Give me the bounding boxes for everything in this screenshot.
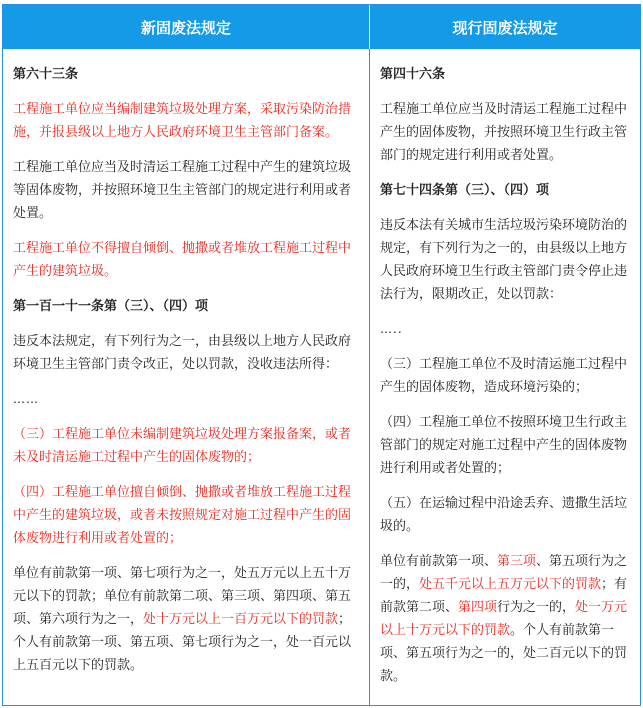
penalty-text-e: ；有前款第二项、 bbox=[380, 577, 628, 615]
penalty-text-c: 、第五项行为之一的， bbox=[380, 554, 628, 592]
article-111-item-3: （三）工程施工单位未编制建筑垃圾处理方案报备案，或者未及时清运施工过程中产生的固体废物的； bbox=[13, 427, 352, 465]
penalty-text-c: ；个人有前款第一项、第五项、第七项行为之一，处一百元以上五百元以下的罚款。 bbox=[13, 612, 352, 673]
article-74-item-4: （四）工程施工单位不按照环境卫生行政主管部门的规定对施工过程中产生的固体废物进行利用或者处置的； bbox=[380, 415, 628, 476]
article-46-title: 第四十六条 bbox=[380, 67, 446, 82]
article-111-item-4: （四）工程施工单位擅自倾倒、抛撒或者堆放工程施工过程中产生的建筑垃圾，或者未按照规定对施工过程中产生的固体废物进行利用或者处置的； bbox=[13, 485, 352, 546]
article-111-penalty bbox=[13, 562, 361, 677]
article-63-para-2: 工程施工单位应当及时清运工程施工过程中产生的建筑垃圾等固体废物，并按照环境卫生主管部门的规定进行利用或者处置。 bbox=[13, 160, 352, 221]
article-74-title: 第七十四条第（三）、（四）项 bbox=[380, 183, 550, 198]
penalty-text-d: 处五千元以上五万元以下的罚款 bbox=[419, 577, 602, 592]
article-74-penalty bbox=[380, 550, 632, 688]
penalty-text-g: 行为之一的， bbox=[497, 600, 576, 615]
article-74-item-3: （三）工程施工单位不及时清运施工过程中产生的固体废物，造成环境污染的； bbox=[380, 357, 628, 395]
penalty-text-a: 单位有前款第一项、第七项行为之一，处五万元以上五十万元以下的罚款；单位有前款第二项、第三项、第四项、第五项、第六项行为之一， bbox=[13, 566, 352, 627]
header-new-law: 新固废法规定 bbox=[3, 5, 370, 49]
ellipsis: …… bbox=[13, 392, 39, 406]
header-current-law: 现行固废法规定 bbox=[370, 5, 640, 49]
article-74-intro: 违反本法有关城市生活垃圾污染环境防治的规定，有下列行为之一的，由县级以上地方人民政府环境卫生行政主管部门责令停止违法行为，限期改正，处以罚款： bbox=[380, 218, 628, 302]
new-law-column bbox=[3, 49, 370, 705]
penalty-text-i: 。个人有前款第一项、第五项行为之一的，处二百元以下的罚款。 bbox=[380, 623, 628, 684]
article-63-title: 第六十三条 bbox=[13, 67, 79, 82]
penalty-text-a: 单位有前款第一项、 bbox=[380, 554, 498, 569]
article-46-para: 工程施工单位应当及时清运工程施工过程中产生的固体废物，并按照环境卫生行政主管部门的规定进行利用或者处置。 bbox=[380, 102, 628, 163]
current-law-column bbox=[370, 49, 640, 705]
comparison-table bbox=[2, 4, 641, 706]
penalty-text-b: 第三项 bbox=[497, 554, 537, 569]
penalty-text-b: 处十万元以上一百万元以下的罚款 bbox=[143, 612, 339, 627]
article-74-item-5: （五）在运输过程中沿途丢弃、遗撒生活垃圾的。 bbox=[380, 496, 628, 534]
article-63-para-1: 工程施工单位应当编制建筑垃圾处理方案，采取污染防治措施，并报县级以上地方人民政府环境卫生主管部门备案。 bbox=[13, 102, 352, 140]
ellipsis: ….. bbox=[380, 322, 403, 336]
penalty-text-h: 处一万元以上十万元以下的罚款 bbox=[380, 600, 628, 638]
article-111-intro: 违反本法规定，有下列行为之一，由县级以上地方人民政府环境卫生主管部门责令改正，处以罚款，没收违法所得： bbox=[13, 334, 352, 372]
article-63-para-3: 工程施工单位不得擅自倾倒、抛撒或者堆放工程施工过程中产生的建筑垃圾。 bbox=[13, 241, 352, 279]
article-111-title: 第一百一十一条第（三）、（四）项 bbox=[13, 299, 209, 314]
penalty-text-f: 第四项 bbox=[458, 600, 498, 615]
